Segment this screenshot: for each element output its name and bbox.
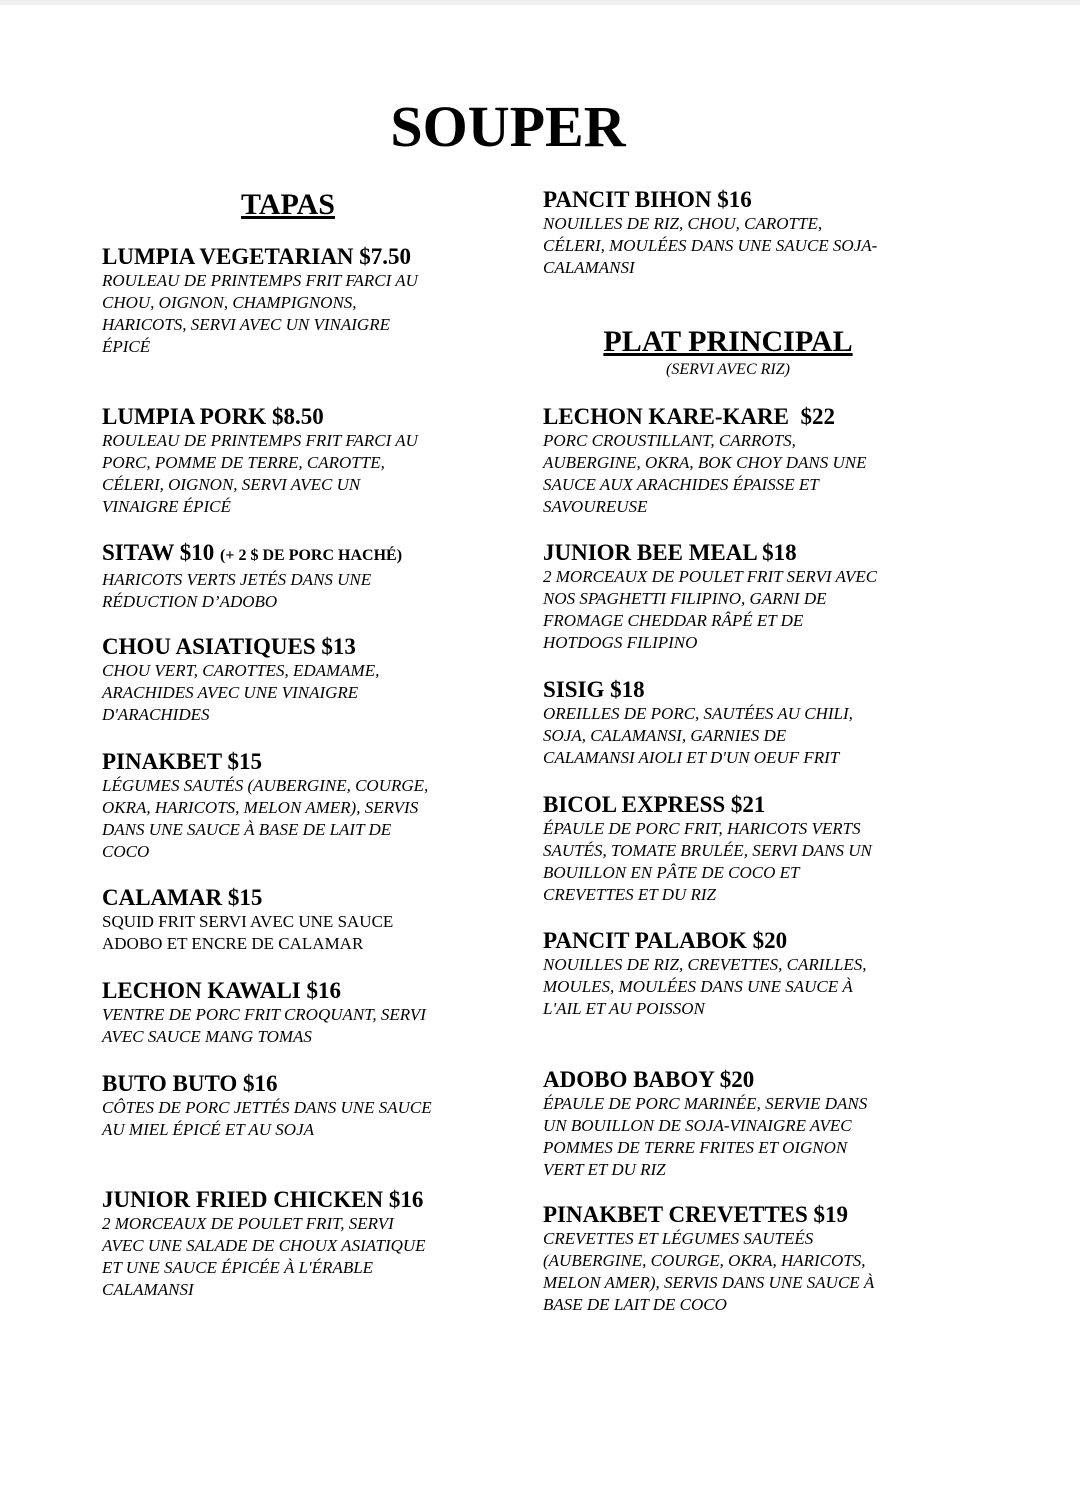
item-name: LECHON KARE-KARE $22 [543, 404, 835, 429]
page-title: SOUPER [390, 94, 626, 159]
item-name: PINAKBET $15 [102, 749, 262, 774]
item-description: 2 MORCEAUX DE POULET FRIT SERVI AVEC NOS SPAGHETTI FILIPINO, GARNI DE FROMAGE CHEDDAR RÂPÉ ET DE HOTDOGS FILIPINO [543, 567, 878, 652]
item-name: CHOU ASIATIQUES $13 [102, 634, 356, 659]
menu-item-pancit-bihon [543, 187, 933, 279]
item-extra-option: (+ 2 $ DE PORC HACHÉ) [220, 547, 403, 564]
item-description: CÔTES DE PORC JETTÉS DANS UNE SAUCE AU MIEL ÉPICÉ ET AU SOJA [102, 1098, 432, 1139]
item-description: 2 MORCEAUX DE POULET FRIT, SERVI AVEC UNE SALADE DE CHOUX ASIATIQUE ET UNE SAUCE ÉPICÉE À L'ÉRABLE CALAMANSI [102, 1214, 426, 1299]
item-name: JUNIOR FRIED CHICKEN $16 [102, 1187, 424, 1212]
menu-item-lechon-kare-kare [543, 404, 933, 518]
menu-item-junior-bee-meal [543, 540, 933, 654]
item-description: PORC CROUSTILLANT, CARROTS, AUBERGINE, OKRA, BOK CHOY DANS UNE SAUCE AUX ARACHIDES ÉPAISSE ET SAVOUREUSE [543, 431, 867, 516]
item-name: SISIG $18 [543, 677, 645, 702]
menu-item-pancit-palabok [543, 928, 933, 1020]
menu-item-lumpia-vegetarian [102, 244, 482, 358]
menu-item-lechon-kawali [102, 978, 482, 1048]
item-name: LUMPIA PORK $8.50 [102, 404, 324, 429]
item-name: LECHON KAWALI $16 [102, 978, 341, 1003]
item-name: JUNIOR BEE MEAL $18 [543, 540, 797, 565]
menu-item-pinakbet-crevettes [543, 1202, 933, 1316]
menu-item-adobo-baboy [543, 1067, 933, 1181]
item-description: ÉPAULE DE PORC FRIT, HARICOTS VERTS SAUTÉS, TOMATE BRULÉE, SERVI DANS UN BOUILLON EN PÂTE DE COCO ET CREVETTES ET DU RIZ [543, 819, 872, 904]
item-name: PANCIT BIHON $16 [543, 187, 752, 212]
item-description: ÉPAULE DE PORC MARINÉE, SERVIE DANS UN BOUILLON DE SOJA-VINAIGRE AVEC POMMES DE TERRE FRITES ET OIGNON VERT ET DU RIZ [543, 1094, 868, 1179]
menu-item-pinakbet [102, 749, 482, 863]
item-name: PANCIT PALABOK $20 [543, 928, 788, 953]
item-description: ROULEAU DE PRINTEMPS FRIT FARCI AU PORC, POMME DE TERRE, CAROTTE, CÉLERI, OIGNON, SERVI AVEC UN VINAIGRE ÉPICÉ [102, 431, 418, 516]
plat-principal-heading: PLAT PRINCIPAL [603, 325, 853, 358]
item-name: ADOBO BABOY $20 [543, 1067, 755, 1092]
item-description: VENTRE DE PORC FRIT CROQUANT, SERVI AVEC SAUCE MANG TOMAS [102, 1005, 426, 1046]
tapas-heading: TAPAS [241, 188, 335, 221]
item-name: SITAW $10 [102, 540, 215, 565]
plat-principal-subheading: (SERVI AVEC RIZ) [666, 361, 790, 378]
menu-item-sitaw [102, 540, 482, 613]
item-name: LUMPIA VEGETARIAN $7.50 [102, 244, 412, 269]
item-description: OREILLES DE PORC, SAUTÉES AU CHILI, SOJA, CALAMANSI, GARNIES DE CALAMANSI AIOLI ET D'UN OEUF FRIT [543, 704, 853, 767]
menu-item-calamar [102, 885, 482, 955]
item-description: HARICOTS VERTS JETÉS DANS UNE RÉDUCTION D’ADOBO [102, 570, 372, 611]
menu-item-buto-buto [102, 1071, 482, 1141]
menu-item-lumpia-pork [102, 404, 482, 518]
item-description: CREVETTES ET LÉGUMES SAUTEÉS (AUBERGINE, COURGE, OKRA, HARICOTS, MELON AMER), SERVIS DANS UNE SAUCE À BASE DE LAIT DE COCO [543, 1229, 875, 1314]
menu-item-chou-asiatiques [102, 634, 482, 726]
item-name: PINAKBET CREVETTES $19 [543, 1202, 849, 1227]
menu-item-junior-fried-chicken [102, 1187, 482, 1301]
item-description: CHOU VERT, CAROTTES, EDAMAME, ARACHIDES AVEC UNE VINAIGRE D'ARACHIDES [102, 661, 380, 724]
item-description: SQUID FRIT SERVI AVEC UNE SAUCE ADOBO ET ENCRE DE CALAMAR [102, 912, 394, 953]
item-name: BUTO BUTO $16 [102, 1071, 278, 1096]
item-name: BICOL EXPRESS $21 [543, 792, 766, 817]
menu-item-bicol-express [543, 792, 933, 906]
item-description: NOUILLES DE RIZ, CREVETTES, CARILLES, MOULES, MOULÉES DANS UNE SAUCE À L'AIL ET AU POISSON [543, 955, 867, 1018]
menu-item-sisig [543, 677, 933, 769]
item-name-row [102, 540, 482, 569]
top-border [0, 0, 1080, 5]
item-name: CALAMAR $15 [102, 885, 263, 910]
item-description: LÉGUMES SAUTÉS (AUBERGINE, COURGE, OKRA, HARICOTS, MELON AMER), SERVIS DANS UNE SAUCE À BASE DE LAIT DE COCO [102, 776, 429, 861]
item-description: ROULEAU DE PRINTEMPS FRIT FARCI AU CHOU, OIGNON, CHAMPIGNONS, HARICOTS, SERVI AVEC UN VINAIGRE ÉPICÉ [102, 271, 418, 356]
item-description: NOUILLES DE RIZ, CHOU, CAROTTE, CÉLERI, MOULÉES DANS UNE SAUCE SOJA- CALAMANSI [543, 214, 878, 277]
